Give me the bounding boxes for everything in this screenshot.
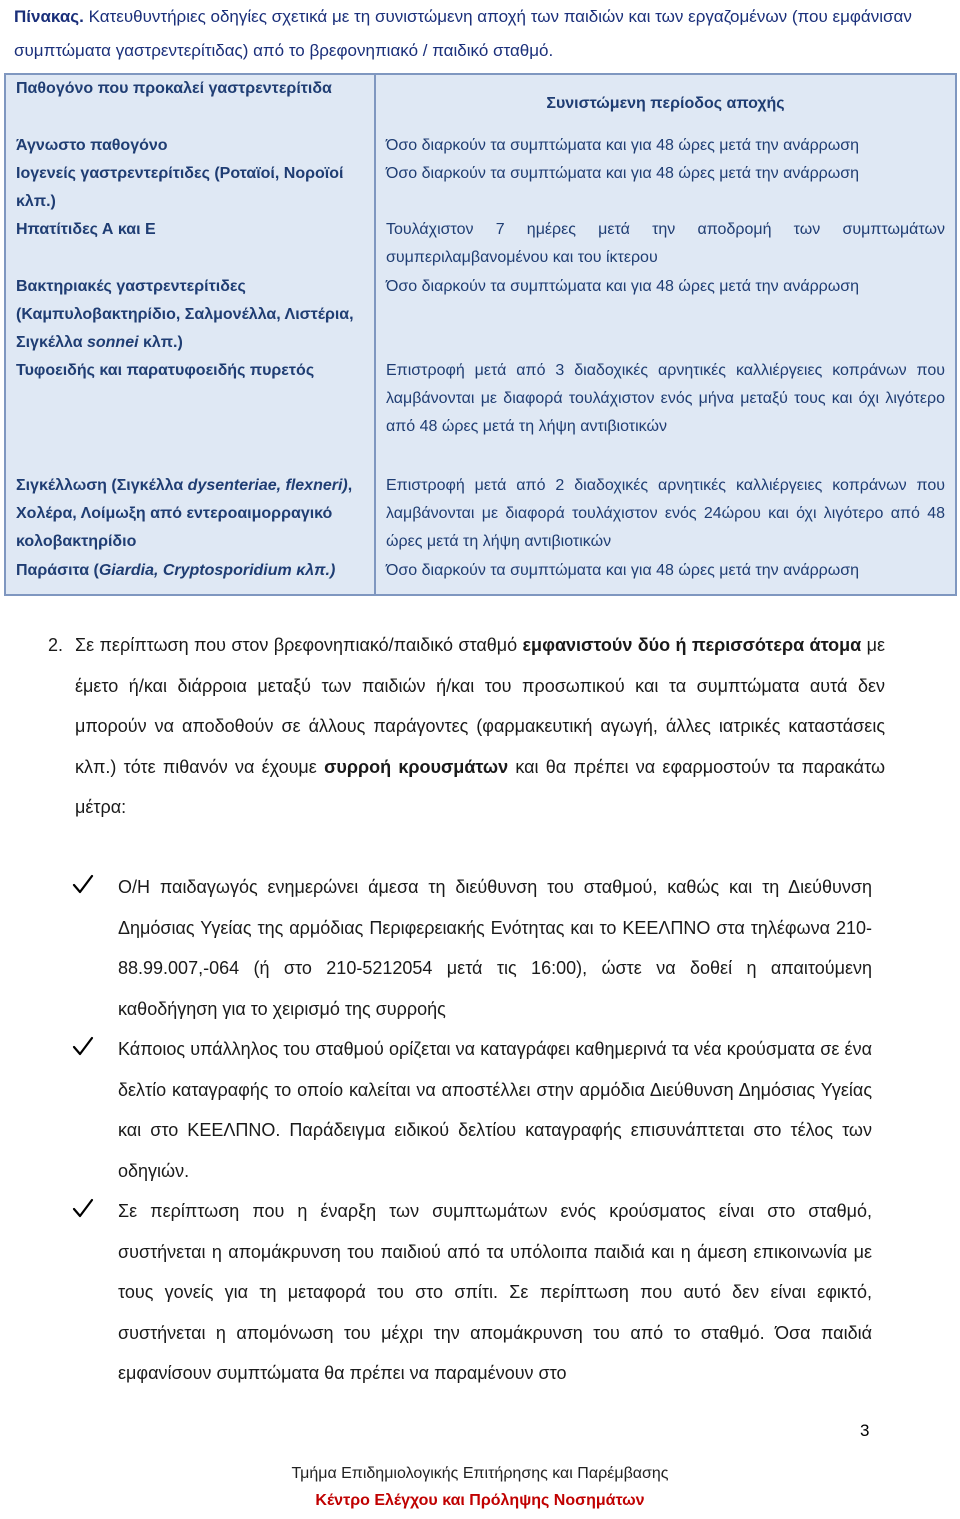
table-caption	[14, 0, 944, 68]
header-period: Συνιστώμενη περίοδος αποχής	[375, 74, 956, 132]
pathogen-italic: sonnei	[86, 334, 139, 351]
page-number: 3	[860, 1421, 870, 1440]
period-cell: Όσο διαρκούν τα συμπτώματα και για 48 ώρες μετά την ανάρρωση	[375, 273, 956, 357]
period-cell: Όσο διαρκούν τα συμπτώματα και για 48 ώρες μετά την ανάρρωση	[375, 557, 956, 595]
list-item	[72, 1029, 872, 1191]
period-cell: Όσο διαρκούν τα συμπτώματα και για 48 ώρες μετά την ανάρρωση	[375, 160, 956, 216]
header-pathogen: Παθογόνο που προκαλεί γαστρεντερίτιδα	[5, 74, 375, 132]
section-2-paragraph	[40, 625, 885, 828]
pathogen-text: Σιγκέλλωση (Σιγκέλλα	[16, 477, 188, 494]
pathogen-text: Βακτηριακές γαστρεντερίτιδες (Καμπυλοβακτηρίδιο, Σαλμονέλλα, Λιστέρια, Σιγκέλλα	[16, 278, 354, 351]
list-item	[72, 867, 872, 1029]
list-item	[72, 1191, 872, 1394]
period-cell: Επιστροφή μετά από 2 διαδοχικές αρνητικές καλλιέργειες κοπράνων που λαμβάνονται με διαφορά τουλάχιστον ενός 24ώρου και όχι λιγότερο από 48 ώρες μετά τη λήψη αντιβιοτικών	[375, 472, 956, 557]
section-text: με έμετο ή/και διάρροια μεταξύ των παιδιών ή/και του προσωπικού και τα συμπτώματα αυτά δεν μπορούν να αποδοθούν σε άλλους παράγοντες (φαρμακευτική αγωγή, άλλες ιατρικές καταστάσεις κλπ.) τότε πιθανόν να έχουμε	[75, 635, 885, 777]
measures-list	[72, 867, 872, 1394]
pathogen-cell	[5, 557, 375, 595]
caption-label: Πίνακας.	[14, 7, 84, 26]
section-text: και θα πρέπει να εφαρμοστούν τα παρακάτω μέτρα:	[75, 756, 885, 817]
list-item-text: Κάποιος υπάλληλος του σταθμού ορίζεται να καταγράφει καθημερινά τα νέα κρούσματα σε ένα δελτίο καταγραφής το οποίο καλείται να αποστέλλει στην αρμόδια Διεύθυνση Δημόσιας Υγείας και στο ΚΕΕΛΠΝΟ. Παράδειγμα ειδικού δελτίου καταγραφής επισυνάπτεται στο τέλος των οδηγιών.	[118, 1039, 872, 1181]
section-2	[40, 625, 885, 828]
footer-department: Τμήμα Επιδημιολογικής Επιτήρησης και Παρέμβασης	[291, 1465, 669, 1482]
period-cell: Τουλάχιστον 7 ημέρες μετά την αποδρομή των συμπτωμάτων συμπεριλαμβανομένου και του ίκτερου	[375, 216, 956, 273]
pathogen-cell: Τυφοειδής και παρατυφοειδής πυρετός	[5, 357, 375, 472]
pathogen-cell	[5, 472, 375, 557]
checkmark-icon	[72, 1035, 94, 1057]
checkmark-icon	[72, 1197, 94, 1219]
exclusion-table	[4, 73, 957, 596]
period-cell: Όσο διαρκούν τα συμπτώματα και για 48 ώρες μετά την ανάρρωση	[375, 132, 956, 160]
pathogen-italic: dysenteriae, flexneri)	[187, 477, 348, 494]
section-bold: συρροή κρουσμάτων	[324, 756, 509, 777]
pathogen-text: Παράσιτα (	[16, 562, 99, 579]
pathogen-cell: Ηπατίτιδες Α και Ε	[5, 216, 375, 273]
section-number: 2.	[48, 635, 64, 655]
pathogen-text: , Χολέρα, Λοίμωξη από εντεροαιμορραγικό κολοβακτηρίδιο	[16, 477, 353, 550]
caption-text: Κατευθυντήριες οδηγίες σχετικά με τη συνιστώμενη αποχή των παιδιών και των εργαζομένων (που εμφάνισαν συμπτώματα γαστρεντερίτιδας) από το βρεφονηπιακό / παιδικό σταθμό.	[14, 7, 912, 60]
checkmark-icon	[72, 873, 94, 895]
section-text: Σε περίπτωση που στον βρεφονηπιακό/παιδικό σταθμό	[75, 635, 523, 655]
pathogen-cell	[5, 273, 375, 357]
pathogen-cell: Ιογενείς γαστρεντερίτιδες (Ροταϊοί, Νοροϊοί κλπ.)	[5, 160, 375, 216]
pathogen-cell: Άγνωστο παθογόνο	[5, 132, 375, 160]
list-item-text: Σε περίπτωση που η έναρξη των συμπτωμάτων ενός κρούσματος είναι στο σταθμό, συστήνεται η απομάκρυνση του παιδιού από τα υπόλοιπα παιδιά και η άμεση επικοινωνία με τους γονείς για τη μεταφορά του στο σπίτι. Σε περίπτωση που αυτό δεν είναι εφικτό, συστήνεται η απομόνωση του μέχρι την απομάκρυνση του από το σταθμό. Όσα παιδιά εμφανίσουν συμπτώματα θα πρέπει να παραμένουν στο	[118, 1201, 872, 1383]
footer-organization: Κέντρο Ελέγχου και Πρόληψης Νοσημάτων	[315, 1492, 645, 1509]
list-item-text: Ο/Η παιδαγωγός ενημερώνει άμεσα τη διεύθυνση του σταθμού, καθώς και τη Διεύθυνση Δημόσιας Υγείας της αρμόδιας Περιφερειακής Ενότητας και το ΚΕΕΛΠΝΟ στα τηλέφωνα 210-88.99.007,-064 (ή στο 210-5212054 μετά τις 16:00), ώστε να δοθεί η απαιτούμενη καθοδήγηση για το χειρισμό της συρροής	[118, 877, 872, 1019]
pathogen-text: κλπ.)	[138, 334, 183, 351]
pathogen-italic: Giardia, Cryptosporidium κλπ.)	[98, 562, 336, 579]
section-bold: εμφανιστούν δύο ή περισσότερα άτομα	[522, 635, 862, 655]
period-cell: Επιστροφή μετά από 3 διαδοχικές αρνητικές καλλιέργειες κοπράνων που λαμβάνονται με διαφορά τουλάχιστον ενός μήνα μεταξύ τους και όχι λιγότερο από 48 ώρες μετά τη λήψη αντιβιοτικών	[375, 357, 956, 472]
